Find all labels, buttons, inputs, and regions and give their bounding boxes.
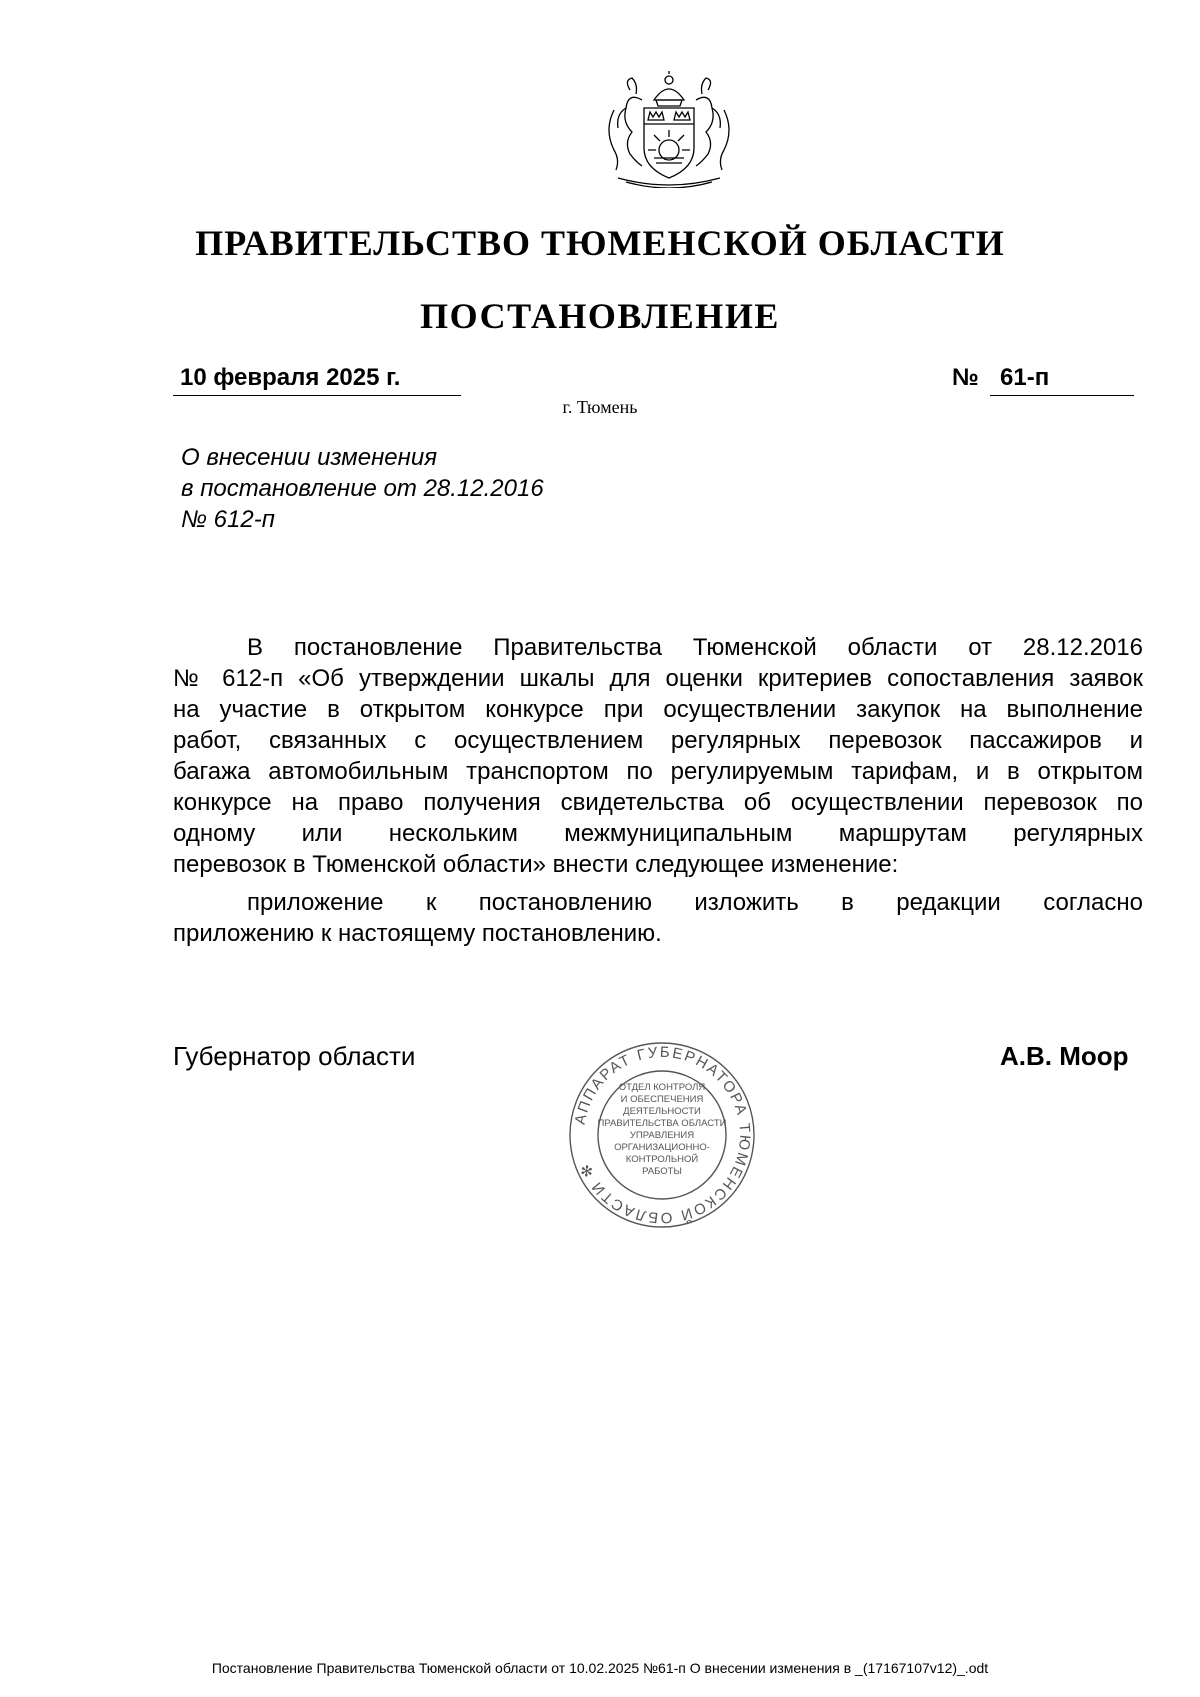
svg-text:И ОБЕСПЕЧЕНИЯ: И ОБЕСПЕЧЕНИЯ	[620, 1094, 704, 1105]
signer-position: Губернатор области	[173, 1041, 416, 1071]
footer-file-reference: Постановление Правительства Тюменской области от 10.02.2025 №61-п О внесении изменения в _(17167107v12)_.odt	[211, 1660, 989, 1676]
coat-of-arms-emblem	[596, 70, 742, 188]
document-number: 61-п	[1000, 364, 1050, 391]
body-text-line: багажа автомобильным транспортом по регулируемым тарифам, и в открытом	[173, 758, 1143, 785]
body-text-line: одному или нескольким межмуниципальным маршрутам регулярных	[173, 820, 1143, 847]
svg-text:АППАРАТ ГУБЕРНАТОРА ТЮМЕНСКОЙ: АППАРАТ ГУБЕРНАТОРА ТЮМЕНСКОЙ ОБЛАСТИ ✻	[571, 1043, 754, 1227]
official-stamp	[567, 1040, 757, 1230]
body-text-line: приложению к настоящему постановлению.	[173, 920, 662, 947]
city-label: г. Тюмень	[562, 397, 638, 417]
body-text-line: конкурсе на право получения свидетельства об осуществлении перевозок по	[173, 789, 1143, 816]
svg-text:ДЕЯТЕЛЬНОСТИ: ДЕЯТЕЛЬНОСТИ	[623, 1106, 701, 1117]
svg-text:ПРАВИТЕЛЬСТВА ОБЛАСТИ: ПРАВИТЕЛЬСТВА ОБЛАСТИ	[597, 1118, 727, 1129]
body-text-line: работ, связанных с осуществлением регулярных перевозок пассажиров и	[173, 727, 1143, 754]
subject-line: № 612-п	[181, 506, 275, 533]
svg-text:УПРАВЛЕНИЯ: УПРАВЛЕНИЯ	[629, 1130, 695, 1141]
body-text-line: № 612-п «Об утверждении шкалы для оценки критериев сопоставления заявок	[173, 665, 1143, 692]
svg-text:КОНТРОЛЬНОЙ: КОНТРОЛЬНОЙ	[625, 1154, 699, 1165]
document-date: 10 февраля 2025 г.	[180, 364, 401, 391]
svg-text:ОТДЕЛ КОНТРОЛЯ: ОТДЕЛ КОНТРОЛЯ	[618, 1082, 706, 1093]
organization-title: ПРАВИТЕЛЬСТВО ТЮМЕНСКОЙ ОБЛАСТИ	[195, 223, 1005, 263]
subject-line: в постановление от 28.12.2016	[181, 475, 544, 502]
number-sign: №	[952, 364, 979, 391]
signer-name: А.В. Моор	[1000, 1041, 1129, 1071]
body-text-line: на участие в открытом конкурсе при осуществлении закупок на выполнение	[173, 696, 1143, 723]
svg-text:РАБОТЫ: РАБОТЫ	[642, 1166, 682, 1177]
body-text-line: приложение к постановлению изложить в редакции согласно	[247, 889, 1143, 916]
body-text-line: В постановление Правительства Тюменской области от 28.12.2016	[247, 634, 1143, 661]
subject-line: О внесении изменения	[181, 444, 438, 471]
svg-text:ОРГАНИЗАЦИОННО-: ОРГАНИЗАЦИОННО-	[614, 1142, 710, 1153]
document-type-heading: ПОСТАНОВЛЕНИЕ	[420, 296, 780, 336]
body-text-line: перевозок в Тюменской области» внести следующее изменение:	[173, 851, 899, 878]
